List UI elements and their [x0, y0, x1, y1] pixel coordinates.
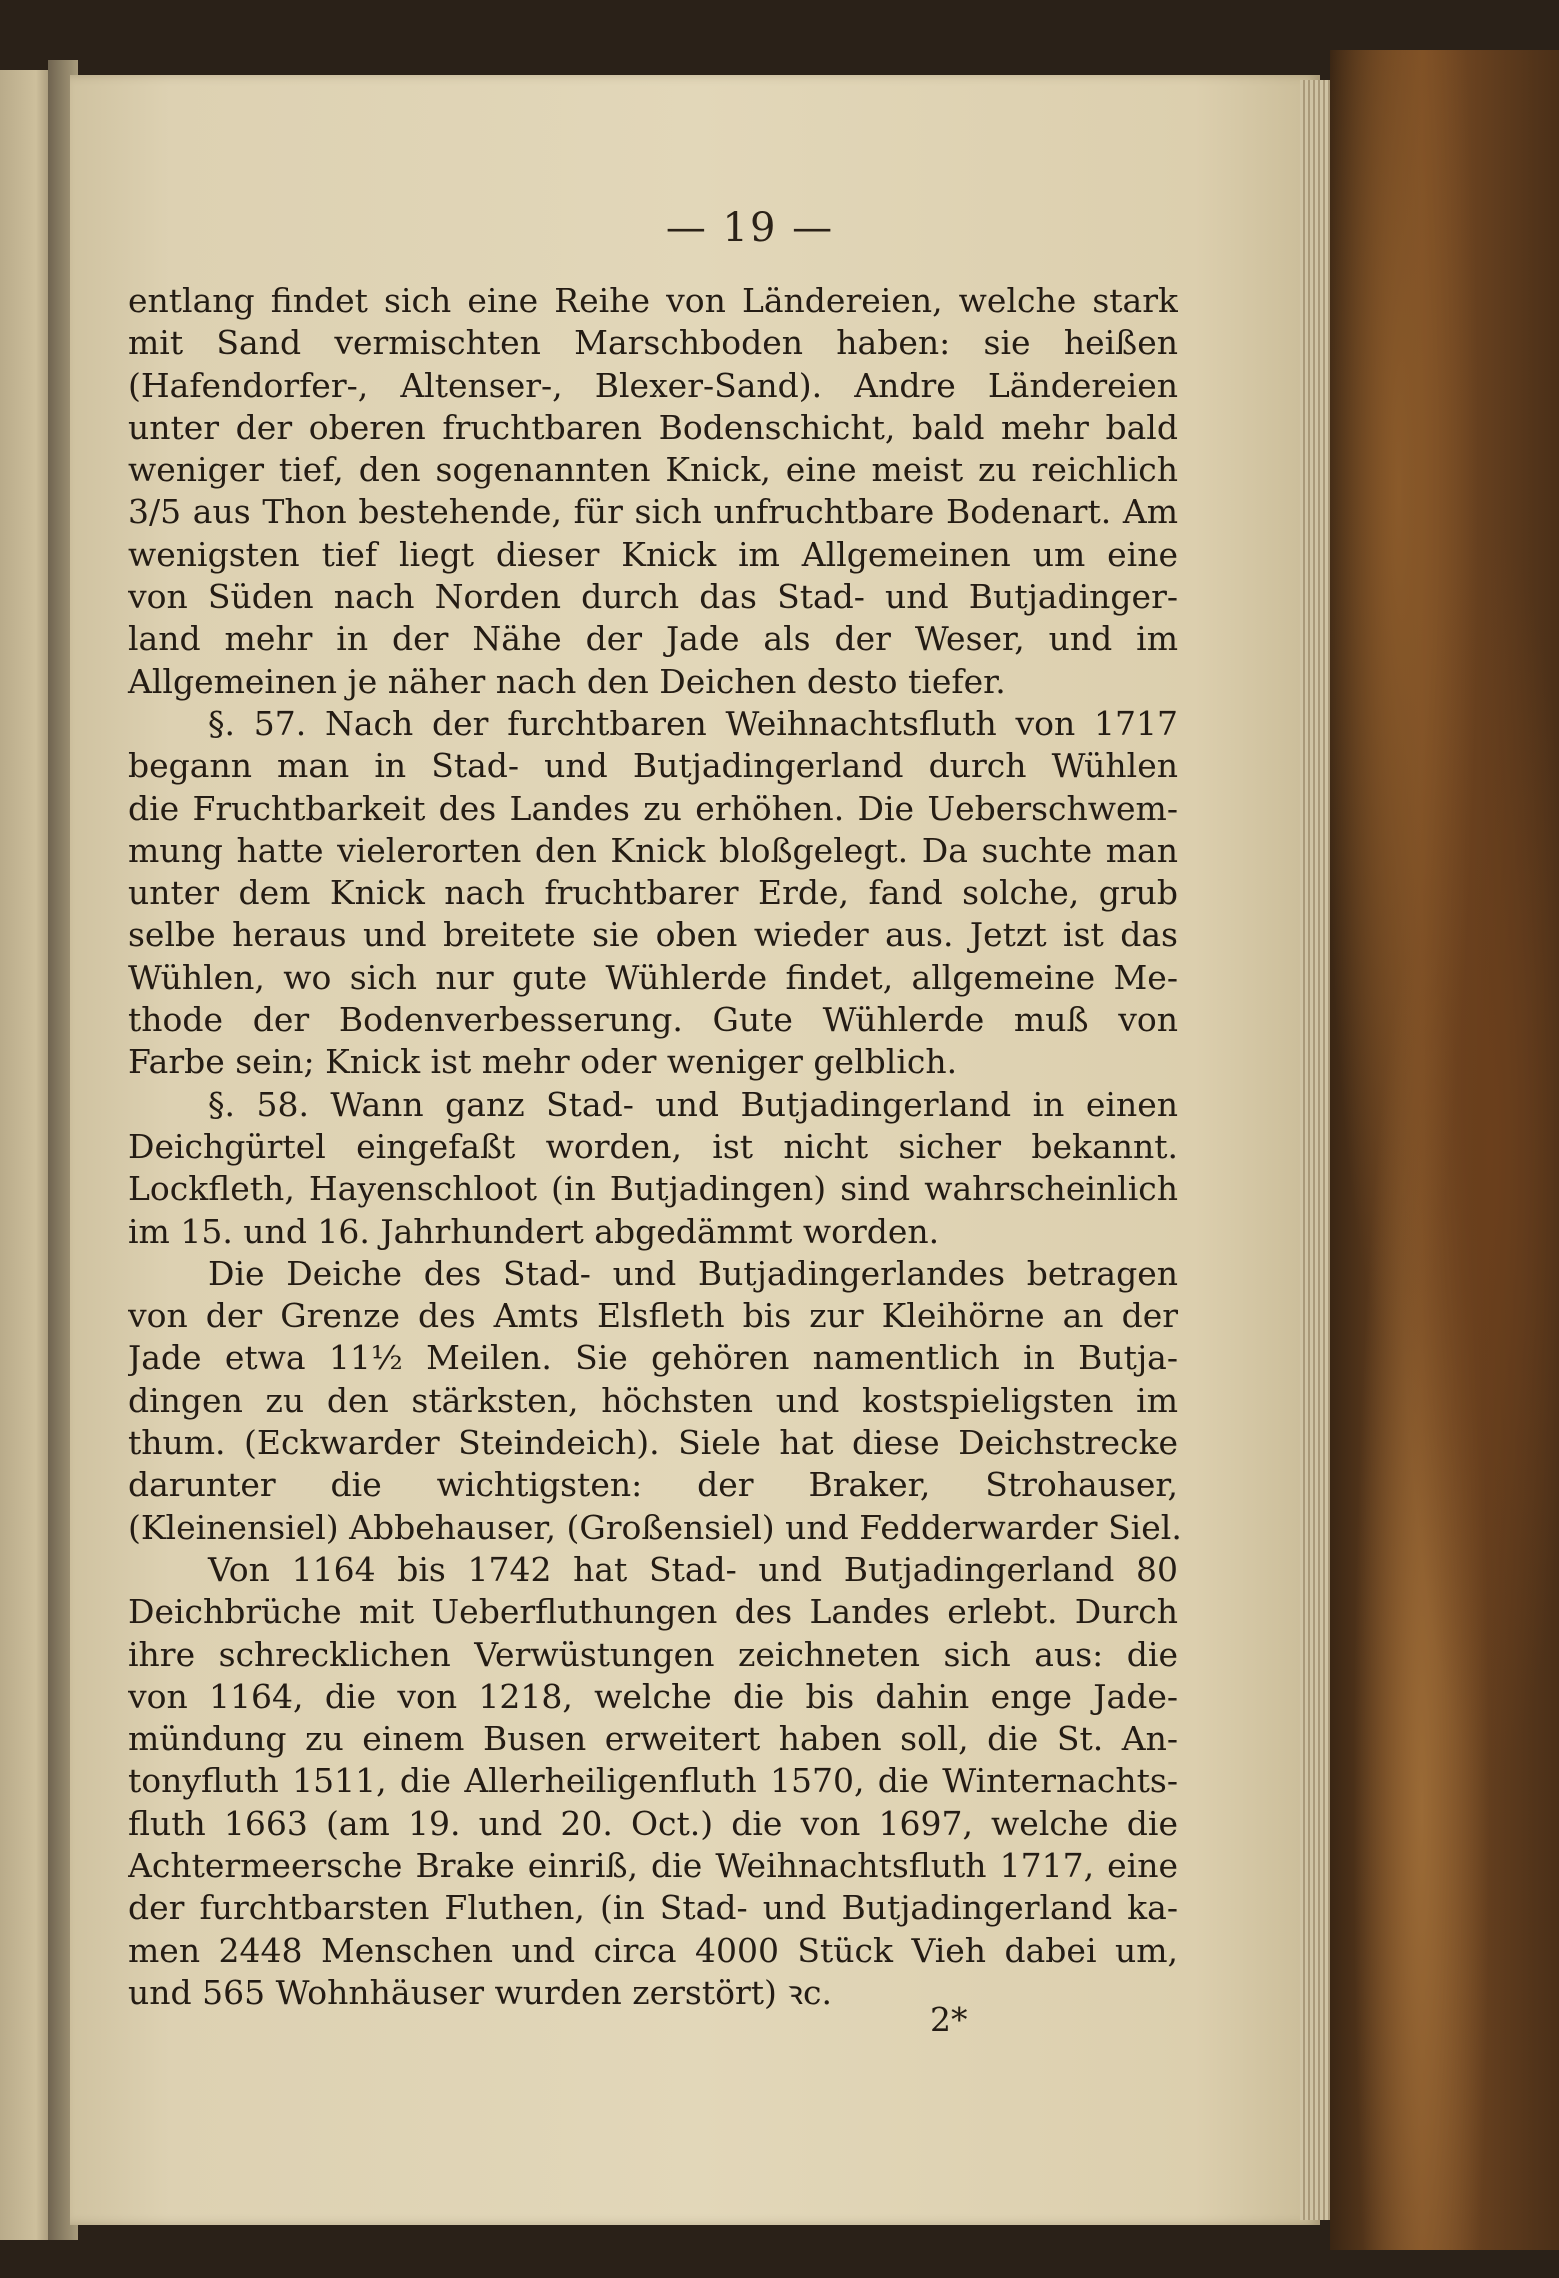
text-line: von der Grenze des Amts Elsfleth bis zur Kleihörne an der: [128, 1296, 1178, 1336]
text-line: §. 58. Wann ganz Stad- und Butjadingerland in einen: [208, 1084, 1178, 1124]
text-line: die Fruchtbarkeit des Landes zu erhöhen. Die Ueberschwem-: [128, 788, 1178, 828]
text-line: §. 57. Nach der furchtbaren Weihnachtsfluth von 1717: [208, 703, 1178, 743]
text-line: unter dem Knick nach fruchtbarer Erde, fand solche, grub: [128, 873, 1178, 913]
marbled-cover: [1330, 50, 1559, 2250]
text-line: 3/5 aus Thon bestehende, für sich unfruchtbare Bodenart. Am: [128, 492, 1178, 532]
text-line: (Kleinensiel) Abbehauser, (Großensiel) und Fedderwarder Siel.: [128, 1507, 1182, 1547]
text-line: Von 1164 bis 1742 hat Stad- und Butjadingerland 80: [208, 1549, 1178, 1589]
text-line: Wühlen, wo sich nur gute Wühlerde findet, allgemeine Me-: [128, 957, 1178, 997]
text-line: darunter die wichtigsten: der Braker, Strohauser,: [128, 1465, 1178, 1505]
text-line: begann man in Stad- und Butjadingerland durch Wühlen: [128, 746, 1178, 786]
text-line: thum. (Eckwarder Steindeich). Siele hat diese Deichstrecke: [128, 1423, 1178, 1463]
page-number: — 19 —: [665, 205, 835, 251]
text-line: fluth 1663 (am 19. und 20. Oct.) die von 1697, welche die: [128, 1803, 1178, 1843]
text-line: Lockfleth, Hayenschloot (in Butjadingen) sind wahrscheinlich: [128, 1169, 1178, 1209]
text-line: Allgemeinen je näher nach den Deichen desto tiefer.: [128, 661, 1006, 701]
text-line: thode der Bodenverbesserung. Gute Wühlerde muß von: [128, 1000, 1178, 1040]
text-line: Die Deiche des Stad- und Butjadingerlandes betragen: [208, 1253, 1178, 1293]
text-line: Deichgürtel eingefaßt worden, ist nicht sicher bekannt.: [128, 1126, 1178, 1166]
signature-mark: 2*: [930, 2000, 968, 2039]
text-line: Jade etwa 11½ Meilen. Sie gehören namentlich in Butja-: [128, 1338, 1178, 1378]
text-line: von Süden nach Norden durch das Stad- und Butjadinger-: [128, 577, 1178, 617]
body-text: [128, 280, 1182, 2014]
text-line: mung hatte vielerorten den Knick bloßgelegt. Da suchte man: [128, 830, 1178, 870]
text-line: mit Sand vermischten Marschboden haben: sie heißen: [128, 323, 1178, 363]
text-line: Farbe sein; Knick ist mehr oder weniger gelblich.: [128, 1042, 958, 1082]
text-line: (Hafendorfer-, Altenser-, Blexer-Sand). Andre Ländereien: [128, 365, 1178, 405]
text-line: von 1164, die von 1218, welche die bis dahin enge Jade-: [128, 1676, 1178, 1716]
text-line: Achtermeersche Brake einriß, die Weihnachtsfluth 1717, eine: [128, 1845, 1178, 1885]
text-line: dingen zu den stärksten, höchsten und kostspieligsten im: [128, 1380, 1178, 1420]
text-line: men 2448 Menschen und circa 4000 Stück Vieh dabei um,: [128, 1930, 1178, 1970]
text-line: wenigsten tief liegt dieser Knick im Allgemeinen um eine: [128, 534, 1178, 574]
text-line: weniger tief, den sogenannten Knick, eine meist zu reichlich: [128, 450, 1178, 490]
text-line: im 15. und 16. Jahrhundert abgedämmt worden.: [128, 1211, 940, 1251]
text-line: mündung zu einem Busen erweitert haben soll, die St. An-: [128, 1719, 1178, 1759]
text-line: land mehr in der Nähe der Jade als der Weser, und im: [128, 619, 1178, 659]
text-line: Deichbrüche mit Ueberfluthungen des Landes erlebt. Durch: [128, 1592, 1178, 1632]
text-line: und 565 Wohnhäuser wurden zerstört) ꝛc.: [128, 1972, 833, 2012]
text-line: unter der oberen fruchtbaren Bodenschicht, bald mehr bald: [128, 407, 1178, 447]
text-line: ihre schrecklichen Verwüstungen zeichneten sich aus: die: [128, 1634, 1178, 1674]
text-line: der furchtbarsten Fluthen, (in Stad- und Butjadingerland ka-: [128, 1888, 1178, 1928]
text-line: selbe heraus und breitete sie oben wieder aus. Jetzt ist das: [128, 915, 1178, 955]
text-line: entlang findet sich eine Reihe von Ländereien, welche stark: [128, 281, 1178, 320]
text-line: tonyfluth 1511, die Allerheiligenfluth 1570, die Winternachts-: [128, 1761, 1178, 1801]
